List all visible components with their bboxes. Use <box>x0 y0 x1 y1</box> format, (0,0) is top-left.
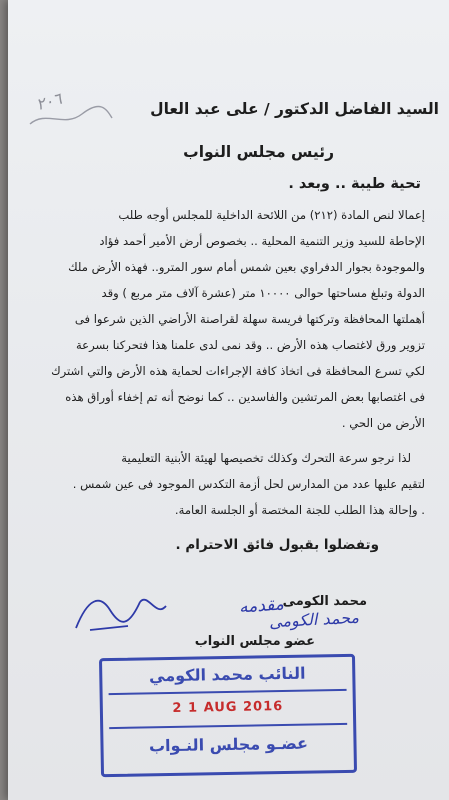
body-line: تزوير ورق لاغتصاب هذه الأرض .. وقد نمى لدى علمنا هذا فتحركنا بسرعة <box>75 338 425 352</box>
body-line: لكي تسرع المحافظة فى اتخاذ كافة الإجراءات لحماية هذه الأرض والتي اشترك <box>51 364 425 378</box>
body-line: أهملتها المحافظة وتركتها فريسة سهلة لقراصنة الأراضي الذين شرعوا فى <box>74 312 425 326</box>
stamp-divider <box>109 689 347 695</box>
addressee-title: رئيس مجلس النواب <box>183 143 334 161</box>
stamp-divider <box>109 723 347 729</box>
body-line: الإحاطة للسيد وزير التنمية المحلية .. بخصوص أرض الأمير أحمد فؤاد <box>99 234 425 248</box>
body-line: إعمالا لنص المادة (٢١٢) من اللائحة الداخلية للمجلس أوجه طلب <box>118 208 425 222</box>
closing: وتفضلوا بقبول فائق الاحترام . <box>175 537 379 553</box>
addressee: السيد الفاضل الدكتور / على عبد العال <box>150 100 439 118</box>
margin-scribble <box>26 102 116 132</box>
body-line: لتقيم عليها عدد من المدارس لحل أزمة التكدس الموجود فى عين شمس . <box>72 477 425 491</box>
body-line: لذا نرجو سرعة التحرك وكذلك تخصيصها لهيئة الأبنية التعليمية <box>121 451 411 465</box>
body-line: الأرض من الحي . <box>341 416 425 430</box>
stamp-line-3: عضـو مجلس النـواب <box>148 733 309 756</box>
official-stamp <box>99 654 357 777</box>
body-line: . وإحالة هذا الطلب للجنة المختصة أو الجلسة العامة. <box>174 503 425 517</box>
stamp-date: 2 1 AUG 2016 <box>172 699 284 716</box>
body-line: والموجودة بجوار الدفراوي بعين شمس أمام سور المترو.. فهذه الأرض ملك <box>68 260 425 274</box>
body-line: فى اغتصابها بعض المرتشين والفاسدين .. كما نوضح أنه تم إخفاء أوراق هذه <box>65 390 425 404</box>
handwritten-signature-2: محمد الكومى <box>268 607 360 632</box>
signature-name: محمد الكومى <box>282 594 367 609</box>
body-line: الدولة وتبلغ مساحتها حوالى ١٠٠٠٠ متر (عشرة آلاف متر مربع ) وقد <box>101 286 425 300</box>
stamp-line-1: النائب محمد الكومي <box>148 663 306 686</box>
greeting: تحية طيبة .. وبعد . <box>288 176 421 192</box>
signature-role: عضو مجلس النواب <box>194 634 315 649</box>
document-page <box>8 0 449 800</box>
margin-note: ٢٠٦ <box>33 88 64 115</box>
handwritten-signature-1: مقدمه <box>238 594 285 618</box>
signature-flourish <box>70 588 220 636</box>
